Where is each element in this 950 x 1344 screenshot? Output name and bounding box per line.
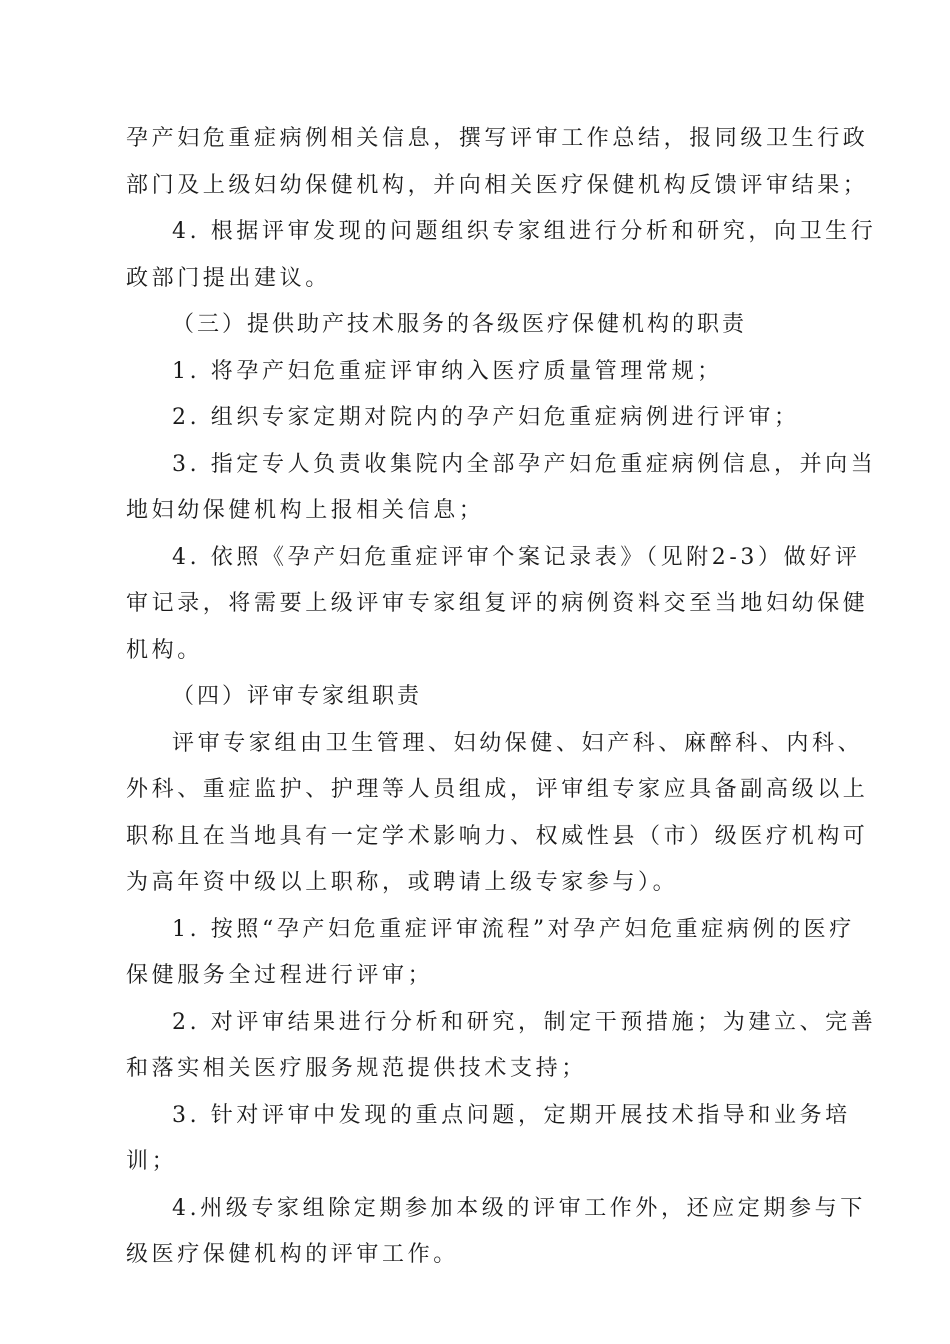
section-heading: （四）评审专家组职责 [172, 684, 423, 709]
paragraph-line: 部门及上级妇幼保健机构，并向相关医疗保健机构反馈评审结果； [126, 172, 869, 198]
paragraph-line: 评审专家组由卫生管理、妇幼保健、妇产科、麻醉科、内科、 [172, 730, 864, 756]
paragraph-line: 外科、重症监护、护理等人员组成，评审组专家应具备副高级以上 [126, 777, 869, 802]
list-item-line: 2. 组织专家定期对院内的孕产妇危重症病例进行评审； [172, 405, 800, 430]
list-item-line: 3. 针对评审中发现的重点问题，定期开展技术指导和业务培 [172, 1102, 851, 1128]
paragraph-line: 和落实相关医疗服务规范提供技术支持； [126, 1056, 587, 1081]
list-item-line: 3. 指定专人负责收集院内全部孕产妇危重症病例信息，并向当 [172, 451, 877, 477]
paragraph-line: 为高年资中级以上职称，或聘请上级专家参与）。 [126, 870, 679, 895]
list-item-line: 4.州级专家组除定期参加本级的评审工作外，还应定期参与下 [172, 1195, 866, 1221]
list-item-line: 4. 依照《孕产妇危重症评审个案记录表》（见附2-3）做好评 [172, 544, 861, 570]
paragraph-line: 孕产妇危重症病例相关信息，撰写评审工作总结，报同级卫生行政 [126, 126, 869, 151]
section-heading: （三）提供助产技术服务的各级医疗保健机构的职责 [172, 312, 748, 337]
paragraph-line: 审记录，将需要上级评审专家组复评的病例资料交至当地妇幼保健 [126, 591, 869, 616]
list-item-line: 4. 根据评审发现的问题组织专家组进行分析和研究，向卫生行 [172, 219, 877, 244]
paragraph-line: 级医疗保健机构的评审工作。 [126, 1242, 459, 1267]
paragraph-line: 机构。 [126, 637, 203, 663]
document-body [126, 116, 877, 1279]
paragraph-line: 训； [126, 1149, 178, 1174]
list-item-line: 2. 对评审结果进行分析和研究，制定干预措施；为建立、完善 [172, 1009, 877, 1035]
list-item-line: 1. 将孕产妇危重症评审纳入医疗质量管理常规； [172, 358, 723, 384]
paragraph-line: 职称且在当地具有一定学术影响力、权威性县（市）级医疗机构可 [126, 823, 869, 849]
paragraph-line: 政部门提出建议。 [126, 265, 331, 291]
list-item-line: 1. 按照“孕产妇危重症评审流程”对孕产妇危重症病例的医疗 [172, 916, 855, 942]
paragraph-line: 地妇幼保健机构上报相关信息； [126, 498, 485, 523]
paragraph-line: 保健服务全过程进行评审； [126, 963, 434, 988]
